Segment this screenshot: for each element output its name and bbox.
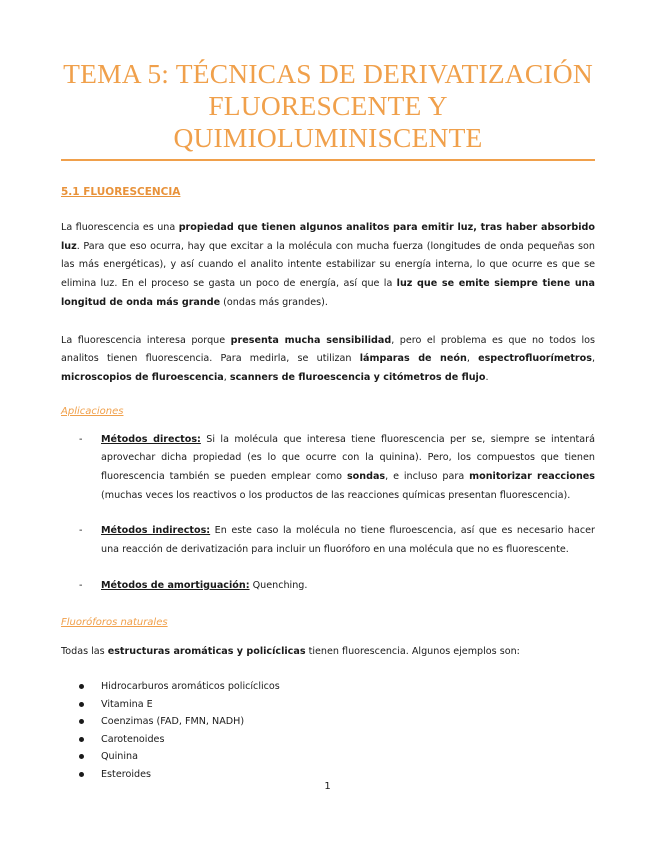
bold-run: estructuras aromáticas y policíclicas (107, 645, 306, 657)
list-item (61, 748, 595, 766)
list-item (61, 713, 595, 731)
text-run: , (591, 353, 596, 365)
item-label: Métodos directos: (101, 433, 201, 445)
list-item-text: Esteroides (101, 768, 151, 780)
item-label: Métodos indirectos: (101, 525, 211, 537)
title-divider (61, 159, 595, 161)
page-number: 1 (324, 781, 331, 792)
list-item-text: Carotenoides (101, 733, 165, 745)
list-item-text: Coenzimas (FAD, FMN, NADH) (101, 716, 245, 728)
list-item (61, 696, 595, 714)
subheading-natural-fluorophores: Fluoróforos naturales (61, 616, 168, 628)
list-item-quenching-methods (61, 577, 595, 596)
text-run: La fluorescencia interesa porque (61, 334, 231, 346)
bold-run: lámparas de neón (359, 353, 467, 365)
text-run: (ondas más grandes). (220, 296, 328, 308)
dash-marker: - (79, 433, 83, 445)
bullet-icon (79, 754, 84, 759)
list-item-text: Hidrocarburos aromáticos policíclicos (101, 681, 280, 693)
bullet-icon (79, 737, 84, 742)
bold-run: monitorizar reacciones (469, 471, 596, 483)
bold-run: luz que se emite siempre tiene una longitud de onda más grande (61, 278, 595, 308)
bullet-icon (79, 772, 84, 777)
title-line-3: QUIMIOLUMINISCENTE (173, 122, 483, 153)
list-item (61, 731, 595, 749)
text-run: , (223, 371, 230, 383)
text-run: , pero el problema es que no todos los analitos tienen fluorescencia. Para medirla, se utilizan (61, 334, 596, 365)
text-run: (muchas veces los reactivos o los productos de las reacciones químicas presentan fluorescencia). (101, 489, 571, 501)
text-run: En este caso la molécula no tiene fluroescencia, así que es necesario hacer una reacción de derivatización para incluir un fluoróforo en una molécula que no es fluorescente. (101, 525, 595, 556)
document-title (61, 58, 595, 154)
item-label: Métodos de amortiguación: (101, 579, 250, 591)
bold-run: espectrofluorímetros (478, 353, 592, 365)
list-item (61, 678, 595, 696)
text-run: Quenching. (249, 579, 308, 591)
fluorophore-list (61, 678, 595, 783)
text-run: . Para que eso ocurra, hay que excitar a la molécula con mucha fuerza (longitudes de onda pequeñas son las más energéticas), y así cuando el analito intente estabilizar su energía interna, lo que ocurre es que se elimina luz. En el proceso se gasta un poco de energía, así que la (61, 240, 595, 290)
text-run: , e incluso para (385, 471, 470, 483)
text-run: La fluorescencia es una (61, 222, 179, 233)
list-item-direct-methods (61, 431, 595, 506)
dash-marker: - (79, 525, 83, 537)
text-run: Todas las (61, 645, 108, 657)
bold-run: sondas (346, 471, 386, 483)
bold-run: presenta mucha sensibilidad (230, 334, 392, 346)
bold-run: scanners de fluroescencia y citómetros de flujo (229, 371, 486, 383)
list-item-indirect-methods (61, 522, 595, 559)
title-line-2: FLUORESCENTE Y (208, 90, 448, 121)
list-item-text: Quinina (101, 751, 139, 763)
title-line-1: TEMA 5: TÉCNICAS DE DERIVATIZACIÓN (63, 58, 593, 89)
text-run: Si la molécula que interesa tiene fluorescencia per se, siempre se intentará aprovechar dicha propiedad (es lo que ocurre con la quinina). Pero, los compuestos que tienen fluorescencia también se pueden emplear como (101, 433, 595, 483)
text-run: . (485, 371, 489, 383)
bullet-icon (79, 702, 84, 707)
bullet-icon (79, 684, 84, 689)
paragraph-fluorescence-interest (61, 332, 595, 388)
dash-marker: - (79, 579, 83, 591)
list-item-text: Vitamina E (101, 698, 153, 710)
document-page (61, 0, 595, 799)
text-run: tienen fluorescencia. Algunos ejemplos son: (305, 645, 520, 657)
paragraph-fluorescence-definition (61, 219, 595, 313)
text-run: , (466, 353, 479, 365)
subheading-applications: Aplicaciones (61, 405, 124, 417)
bold-run: microscopios de fluroescencia (61, 371, 224, 383)
bold-run: propiedad que tienen algunos analitos para emitir luz, tras haber absorbido luz (61, 222, 595, 252)
bullet-icon (79, 719, 84, 724)
paragraph-fluorophores-intro (61, 643, 595, 662)
section-heading: 5.1 FLUORESCENCIA (61, 186, 181, 198)
